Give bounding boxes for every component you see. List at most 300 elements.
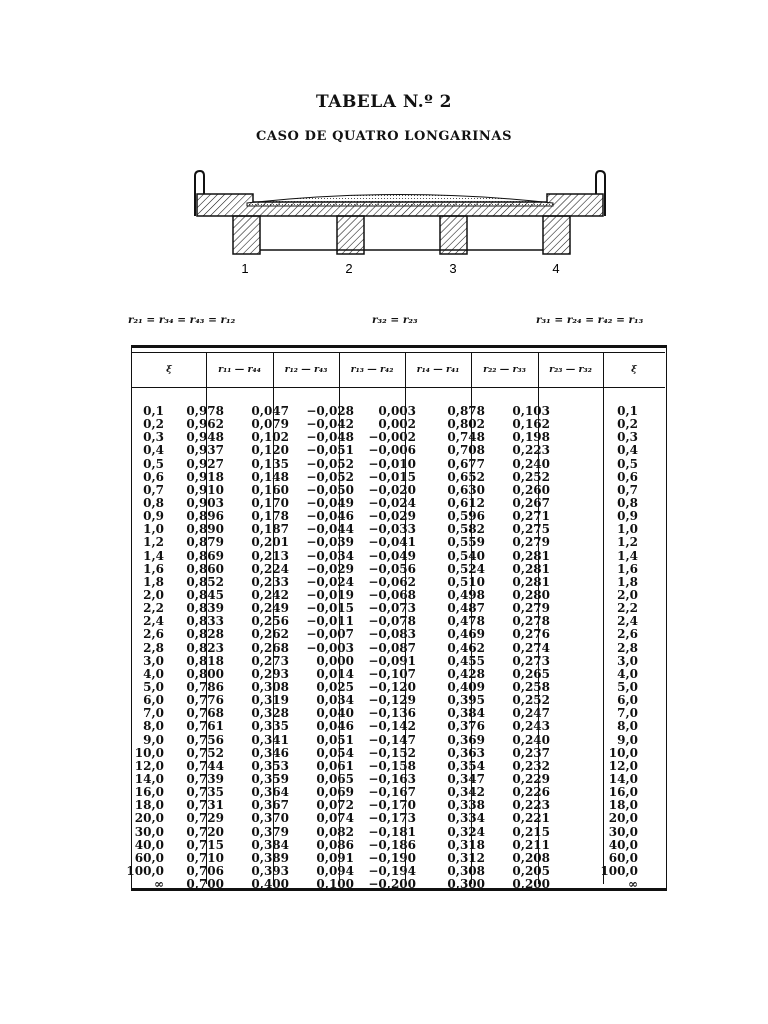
cell-xi-left: 2,8 — [143, 640, 164, 655]
cell-r12-r43: 0,262 — [251, 627, 289, 642]
cell-xi-left: ∞ — [154, 877, 164, 892]
cell-r14-r41: −0,049 — [368, 548, 416, 563]
cell-r14-r41: −0,056 — [368, 561, 416, 576]
cell-xi-left: 2,6 — [143, 627, 164, 642]
header-r14-r41: r₁₄ — r₄₁ — [416, 364, 460, 375]
cell-r23-r32: 0,276 — [512, 627, 550, 642]
cell-r23-r32: 0,280 — [512, 587, 550, 602]
table-row — [132, 471, 665, 484]
cell-r11-r44: 0,937 — [186, 443, 224, 458]
cell-r23-r32: 0,252 — [512, 693, 550, 708]
table-row — [132, 852, 665, 865]
cell-r22-r33: 0,540 — [447, 548, 485, 563]
cell-r22-r33: 0,582 — [447, 522, 485, 537]
cell-r22-r33: 0,802 — [447, 417, 485, 432]
cell-r14-r41: −0,200 — [368, 877, 416, 892]
cell-r11-r44: 0,948 — [186, 430, 224, 445]
cell-r12-r43: 0,135 — [251, 456, 289, 471]
cell-xi-right: 8,0 — [617, 719, 638, 734]
cell-r23-r32: 0,247 — [512, 706, 550, 721]
cell-r23-r32: 0,223 — [512, 798, 550, 813]
cell-r12-r43: 0,379 — [251, 824, 289, 839]
cell-xi-right: 10,0 — [608, 745, 638, 760]
cell-r11-r44: 0,706 — [186, 863, 224, 878]
cell-xi-left: 6,0 — [143, 693, 164, 708]
cell-r23-r32: 0,279 — [512, 535, 550, 550]
cell-xi-left: 0,6 — [143, 469, 164, 484]
cell-r23-r32: 0,198 — [512, 430, 550, 445]
cell-r11-r44: 0,978 — [186, 404, 224, 418]
cell-r22-r33: 0,409 — [447, 679, 485, 694]
cell-xi-left: 5,0 — [143, 679, 164, 694]
cell-r12-r43: 0,400 — [251, 877, 289, 892]
cell-r12-r43: 0,328 — [251, 706, 289, 721]
cell-r12-r43: 0,364 — [251, 785, 289, 800]
cell-r14-r41: −0,129 — [368, 693, 416, 708]
cell-xi-right: 0,2 — [617, 417, 638, 432]
table-row — [132, 655, 665, 668]
cell-r22-r33: 0,498 — [447, 587, 485, 602]
cell-r12-r43: 0,341 — [251, 732, 289, 747]
relation-right: r₃₁ = r₂₄ = r₄₂ = r₁₃ — [536, 314, 644, 326]
cell-r23-r32: 0,281 — [512, 574, 550, 589]
cell-xi-left: 100,0 — [126, 863, 164, 878]
cell-r13-r42: 0,065 — [316, 771, 354, 786]
table-row — [132, 878, 665, 891]
cell-r13-r42: 0,054 — [316, 745, 354, 760]
table-row — [132, 642, 665, 655]
cell-r11-r44: 0,879 — [186, 535, 224, 550]
cell-r14-r41: −0,029 — [368, 509, 416, 524]
cell-r11-r44: 0,828 — [186, 627, 224, 642]
cell-xi-left: 14,0 — [134, 771, 164, 786]
cell-xi-right: 0,4 — [617, 443, 638, 458]
cell-r23-r32: 0,229 — [512, 771, 550, 786]
cell-r23-r32: 0,278 — [512, 614, 550, 629]
cell-r13-r42: 0,034 — [316, 693, 354, 708]
relation-middle: r₃₂ = r₂₃ — [372, 314, 418, 326]
cell-r11-r44: 0,756 — [186, 732, 224, 747]
cell-r14-r41: −0,073 — [368, 601, 416, 616]
cell-xi-right: 1,8 — [617, 574, 638, 589]
cell-r14-r41: −0,010 — [368, 456, 416, 471]
cell-r14-r41: −0,147 — [368, 732, 416, 747]
cell-r23-r32: 0,273 — [512, 653, 550, 668]
cell-r23-r32: 0,162 — [512, 417, 550, 432]
cell-xi-right: 1,6 — [617, 561, 638, 576]
table-row — [132, 760, 665, 773]
cell-r23-r32: 0,243 — [512, 719, 550, 734]
cell-r12-r43: 0,249 — [251, 601, 289, 616]
cell-r22-r33: 0,338 — [447, 798, 485, 813]
cell-r14-r41: −0,152 — [368, 745, 416, 760]
cell-r11-r44: 0,823 — [186, 640, 224, 655]
cell-r13-r42: 0,025 — [316, 679, 354, 694]
cell-r11-r44: 0,839 — [186, 601, 224, 616]
cell-r13-r42: −0,028 — [306, 404, 354, 418]
cell-xi-left: 2,2 — [143, 601, 164, 616]
cell-xi-right: 0,6 — [617, 469, 638, 484]
cell-r23-r32: 0,267 — [512, 495, 550, 510]
cell-xi-left: 4,0 — [143, 666, 164, 681]
cell-r22-r33: 0,748 — [447, 430, 485, 445]
cell-r14-r41: −0,024 — [368, 495, 416, 510]
cell-r13-r42: 0,014 — [316, 666, 354, 681]
cell-r23-r32: 0,205 — [512, 863, 550, 878]
cell-r12-r43: 0,335 — [251, 719, 289, 734]
cell-r22-r33: 0,708 — [447, 443, 485, 458]
cell-r22-r33: 0,312 — [447, 850, 485, 865]
cell-xi-left: 0,5 — [143, 456, 164, 471]
cell-r14-r41: −0,190 — [368, 850, 416, 865]
cell-xi-left: 10,0 — [134, 745, 164, 760]
cell-r12-r43: 0,308 — [251, 679, 289, 694]
cell-r23-r32: 0,221 — [512, 811, 550, 826]
table-row — [132, 563, 665, 576]
cell-r12-r43: 0,293 — [251, 666, 289, 681]
cell-r11-r44: 0,700 — [186, 877, 224, 892]
cell-r14-r41: 0,002 — [378, 417, 416, 432]
cell-r23-r32: 0,271 — [512, 509, 550, 524]
girder-4 — [543, 216, 570, 254]
girder-label-1: 1 — [241, 261, 249, 276]
cell-r23-r32: 0,281 — [512, 561, 550, 576]
cell-r11-r44: 0,890 — [186, 522, 224, 537]
cell-xi-left: 0,1 — [143, 404, 164, 418]
cell-r11-r44: 0,845 — [186, 587, 224, 602]
cell-r13-r42: 0,091 — [316, 850, 354, 865]
cell-r13-r42: 0,051 — [316, 732, 354, 747]
cell-r13-r42: −0,003 — [306, 640, 354, 655]
cell-r11-r44: 0,776 — [186, 693, 224, 708]
cell-r14-r41: −0,167 — [368, 785, 416, 800]
cell-xi-left: 8,0 — [143, 719, 164, 734]
cell-xi-left: 2,0 — [143, 587, 164, 602]
cell-r23-r32: 0,240 — [512, 456, 550, 471]
cell-r23-r32: 0,200 — [512, 877, 550, 892]
cell-r12-r43: 0,268 — [251, 640, 289, 655]
cell-r14-r41: −0,006 — [368, 443, 416, 458]
cell-r12-r43: 0,367 — [251, 798, 289, 813]
cell-r23-r32: 0,265 — [512, 666, 550, 681]
cell-xi-right: 30,0 — [608, 824, 638, 839]
cell-xi-left: 30,0 — [134, 824, 164, 839]
table-row — [132, 628, 665, 641]
cell-xi-left: 0,4 — [143, 443, 164, 458]
cell-xi-right: 100,0 — [600, 863, 638, 878]
cell-r14-r41: −0,068 — [368, 587, 416, 602]
cell-r14-r41: −0,142 — [368, 719, 416, 734]
table-row — [132, 576, 665, 589]
header-xi-left: ξ — [166, 364, 172, 375]
cell-xi-right: 9,0 — [617, 732, 638, 747]
cell-r12-r43: 0,233 — [251, 574, 289, 589]
cell-r14-r41: −0,091 — [368, 653, 416, 668]
table-row — [132, 484, 665, 497]
cell-r13-r42: −0,049 — [306, 495, 354, 510]
table-row — [132, 458, 665, 471]
cell-xi-right: 12,0 — [608, 758, 638, 773]
cell-r22-r33: 0,300 — [447, 877, 485, 892]
cell-r11-r44: 0,786 — [186, 679, 224, 694]
cell-xi-left: 1,8 — [143, 574, 164, 589]
cell-r12-r43: 0,384 — [251, 837, 289, 852]
cell-r12-r43: 0,346 — [251, 745, 289, 760]
cell-r12-r43: 0,359 — [251, 771, 289, 786]
cell-r13-r42: −0,044 — [306, 522, 354, 537]
coefficient-table — [126, 345, 667, 892]
cell-xi-left: 1,2 — [143, 535, 164, 550]
table-row — [132, 747, 665, 760]
cell-xi-left: 2,4 — [143, 614, 164, 629]
cell-xi-right: 14,0 — [608, 771, 638, 786]
cell-r14-r41: −0,062 — [368, 574, 416, 589]
cell-r11-r44: 0,918 — [186, 469, 224, 484]
cell-r13-r42: 0,069 — [316, 785, 354, 800]
table-row — [132, 826, 665, 839]
cell-r13-r42: 0,086 — [316, 837, 354, 852]
cell-r22-r33: 0,652 — [447, 469, 485, 484]
cell-r23-r32: 0,275 — [512, 522, 550, 537]
cell-r22-r33: 0,354 — [447, 758, 485, 773]
cell-xi-right: 16,0 — [608, 785, 638, 800]
cell-r12-r43: 0,370 — [251, 811, 289, 826]
cell-r14-r41: −0,173 — [368, 811, 416, 826]
cell-r11-r44: 0,869 — [186, 548, 224, 563]
cell-xi-right: 4,0 — [617, 666, 638, 681]
cell-r13-r42: −0,051 — [306, 443, 354, 458]
cell-r13-r42: −0,042 — [306, 417, 354, 432]
cell-r14-r41: −0,002 — [368, 430, 416, 445]
cell-r12-r43: 0,353 — [251, 758, 289, 773]
cell-xi-right: 1,2 — [617, 535, 638, 550]
cell-r14-r41: −0,120 — [368, 679, 416, 694]
cell-xi-left: 12,0 — [134, 758, 164, 773]
girder-label-2: 2 — [345, 261, 353, 276]
cell-r12-r43: 0,148 — [251, 469, 289, 484]
cell-r22-r33: 0,324 — [447, 824, 485, 839]
cell-r11-r44: 0,710 — [186, 850, 224, 865]
cell-r11-r44: 0,739 — [186, 771, 224, 786]
table-row — [132, 550, 665, 563]
cell-r14-r41: −0,078 — [368, 614, 416, 629]
table-body — [126, 404, 665, 892]
header-r13-r42: r₁₃ — r₄₂ — [350, 364, 394, 375]
cell-r12-r43: 0,079 — [251, 417, 289, 432]
cell-r13-r42: −0,052 — [306, 456, 354, 471]
page-title: TABELA N.º 2 — [316, 92, 452, 112]
cell-r13-r42: −0,011 — [306, 614, 354, 629]
cell-xi-left: 3,0 — [143, 653, 164, 668]
cell-xi-right: 0,7 — [617, 482, 638, 497]
cell-r14-r41: −0,041 — [368, 535, 416, 550]
cell-r13-r42: 0,061 — [316, 758, 354, 773]
cell-r22-r33: 0,384 — [447, 706, 485, 721]
header-r12-r43: r₁₂ — r₄₃ — [284, 364, 328, 375]
cell-r12-r43: 0,178 — [251, 509, 289, 524]
cell-r11-r44: 0,910 — [186, 482, 224, 497]
cell-r13-r42: 0,094 — [316, 863, 354, 878]
cell-r12-r43: 0,170 — [251, 495, 289, 510]
cell-r14-r41: −0,186 — [368, 837, 416, 852]
table-row — [132, 444, 665, 457]
cell-r12-r43: 0,120 — [251, 443, 289, 458]
cell-xi-left: 60,0 — [134, 850, 164, 865]
cell-xi-left: 1,6 — [143, 561, 164, 576]
cell-r12-r43: 0,393 — [251, 863, 289, 878]
cell-r23-r32: 0,208 — [512, 850, 550, 865]
cell-r11-r44: 0,896 — [186, 509, 224, 524]
cell-xi-right: 3,0 — [617, 653, 638, 668]
cell-xi-left: 40,0 — [134, 837, 164, 852]
cell-xi-right: 2,6 — [617, 627, 638, 642]
page-subtitle: CASO DE QUATRO LONGARINAS — [255, 129, 513, 144]
cell-xi-left: 0,7 — [143, 482, 164, 497]
cell-r14-r41: −0,087 — [368, 640, 416, 655]
cell-r22-r33: 0,612 — [447, 495, 485, 510]
cell-r13-r42: −0,034 — [306, 548, 354, 563]
cell-r11-r44: 0,962 — [186, 417, 224, 432]
cell-r12-r43: 0,047 — [251, 404, 289, 418]
cell-r22-r33: 0,524 — [447, 561, 485, 576]
cell-r12-r43: 0,273 — [251, 653, 289, 668]
cell-r23-r32: 0,274 — [512, 640, 550, 655]
cell-xi-left: 0,9 — [143, 509, 164, 524]
table-row — [132, 536, 665, 549]
cell-r22-r33: 0,478 — [447, 614, 485, 629]
cell-r12-r43: 0,213 — [251, 548, 289, 563]
cell-r23-r32: 0,215 — [512, 824, 550, 839]
cell-r13-r42: −0,039 — [306, 535, 354, 550]
cell-r11-r44: 0,768 — [186, 706, 224, 721]
cell-xi-left: 1,0 — [143, 522, 164, 537]
cell-r22-r33: 0,376 — [447, 719, 485, 734]
header-r23-r32: r₂₃ — r₃₂ — [549, 364, 592, 375]
cell-xi-right: 0,9 — [617, 509, 638, 524]
cell-r12-r43: 0,242 — [251, 587, 289, 602]
cell-r22-r33: 0,487 — [447, 601, 485, 616]
cell-r22-r33: 0,455 — [447, 653, 485, 668]
cell-r11-r44: 0,729 — [186, 811, 224, 826]
cell-xi-right: 2,8 — [617, 640, 638, 655]
cell-r11-r44: 0,744 — [186, 758, 224, 773]
cell-xi-right: 1,4 — [617, 548, 638, 563]
cell-r11-r44: 0,735 — [186, 785, 224, 800]
cell-r13-r42: −0,050 — [306, 482, 354, 497]
cell-r23-r32: 0,260 — [512, 482, 550, 497]
cell-xi-right: 0,8 — [617, 495, 638, 510]
table-row — [132, 812, 665, 825]
cell-r22-r33: 0,469 — [447, 627, 485, 642]
cell-xi-right: 0,3 — [617, 430, 638, 445]
cell-r14-r41: −0,083 — [368, 627, 416, 642]
cell-xi-right: 20,0 — [608, 811, 638, 826]
cell-r11-r44: 0,818 — [186, 653, 224, 668]
cell-r23-r32: 0,252 — [512, 469, 550, 484]
cell-r23-r32: 0,240 — [512, 732, 550, 747]
cell-r11-r44: 0,715 — [186, 837, 224, 852]
cell-r22-r33: 0,428 — [447, 666, 485, 681]
cell-r12-r43: 0,201 — [251, 535, 289, 550]
cell-r13-r42: 0,074 — [316, 811, 354, 826]
cell-r14-r41: −0,033 — [368, 522, 416, 537]
cell-r23-r32: 0,237 — [512, 745, 550, 760]
cell-r13-r42: 0,000 — [316, 653, 354, 668]
cell-r12-r43: 0,160 — [251, 482, 289, 497]
cell-r22-r33: 0,363 — [447, 745, 485, 760]
cell-r11-r44: 0,833 — [186, 614, 224, 629]
table-row — [132, 668, 665, 681]
header-xi-right: ξ — [631, 364, 637, 375]
cell-r22-r33: 0,677 — [447, 456, 485, 471]
cell-r22-r33: 0,462 — [447, 640, 485, 655]
cell-r22-r33: 0,878 — [447, 404, 485, 418]
cell-r11-r44: 0,903 — [186, 495, 224, 510]
cell-xi-right: 1,0 — [617, 522, 638, 537]
cell-r22-r33: 0,308 — [447, 863, 485, 878]
cell-r23-r32: 0,226 — [512, 785, 550, 800]
cell-r14-r41: −0,015 — [368, 469, 416, 484]
cell-r13-r42: 0,040 — [316, 706, 354, 721]
cell-xi-left: 0,8 — [143, 495, 164, 510]
cell-r12-r43: 0,256 — [251, 614, 289, 629]
cell-r14-r41: −0,181 — [368, 824, 416, 839]
cell-r11-r44: 0,860 — [186, 561, 224, 576]
cell-r22-r33: 0,596 — [447, 509, 485, 524]
girder-label-3: 3 — [449, 261, 457, 276]
cell-xi-right: 18,0 — [608, 798, 638, 813]
cell-r14-r41: −0,107 — [368, 666, 416, 681]
cell-r22-r33: 0,347 — [447, 771, 485, 786]
cell-r13-r42: −0,024 — [306, 574, 354, 589]
cell-r13-r42: −0,052 — [306, 469, 354, 484]
cell-r11-r44: 0,752 — [186, 745, 224, 760]
cell-xi-left: 0,3 — [143, 430, 164, 445]
cell-r22-r33: 0,342 — [447, 785, 485, 800]
cell-r11-r44: 0,761 — [186, 719, 224, 734]
cell-r22-r33: 0,510 — [447, 574, 485, 589]
cell-r13-r42: −0,007 — [306, 627, 354, 642]
cell-r22-r33: 0,630 — [447, 482, 485, 497]
cell-r22-r33: 0,559 — [447, 535, 485, 550]
cell-r14-r41: −0,158 — [368, 758, 416, 773]
cell-r14-r41: −0,194 — [368, 863, 416, 878]
cell-r11-r44: 0,852 — [186, 574, 224, 589]
bridge-cross-section-diagram — [185, 170, 615, 280]
cell-r12-r43: 0,187 — [251, 522, 289, 537]
cell-r23-r32: 0,279 — [512, 601, 550, 616]
cell-r12-r43: 0,319 — [251, 693, 289, 708]
cell-xi-left: 7,0 — [143, 706, 164, 721]
girder-label-4: 4 — [552, 261, 560, 276]
header-r22-r33: r₂₂ — r₃₃ — [483, 364, 526, 375]
cell-r11-r44: 0,927 — [186, 456, 224, 471]
cell-r22-r33: 0,334 — [447, 811, 485, 826]
girder-3 — [440, 216, 467, 254]
cell-r23-r32: 0,258 — [512, 679, 550, 694]
cell-r23-r32: 0,232 — [512, 758, 550, 773]
cell-r13-r42: −0,029 — [306, 561, 354, 576]
cell-r13-r42: −0,019 — [306, 587, 354, 602]
cell-r12-r43: 0,102 — [251, 430, 289, 445]
table-header-row — [132, 352, 665, 388]
cell-r13-r42: 0,046 — [316, 719, 354, 734]
cell-r23-r32: 0,211 — [512, 837, 550, 852]
cell-xi-left: 18,0 — [134, 798, 164, 813]
cell-xi-left: 0,2 — [143, 417, 164, 432]
cell-xi-left: 20,0 — [134, 811, 164, 826]
cell-xi-left: 1,4 — [143, 548, 164, 563]
